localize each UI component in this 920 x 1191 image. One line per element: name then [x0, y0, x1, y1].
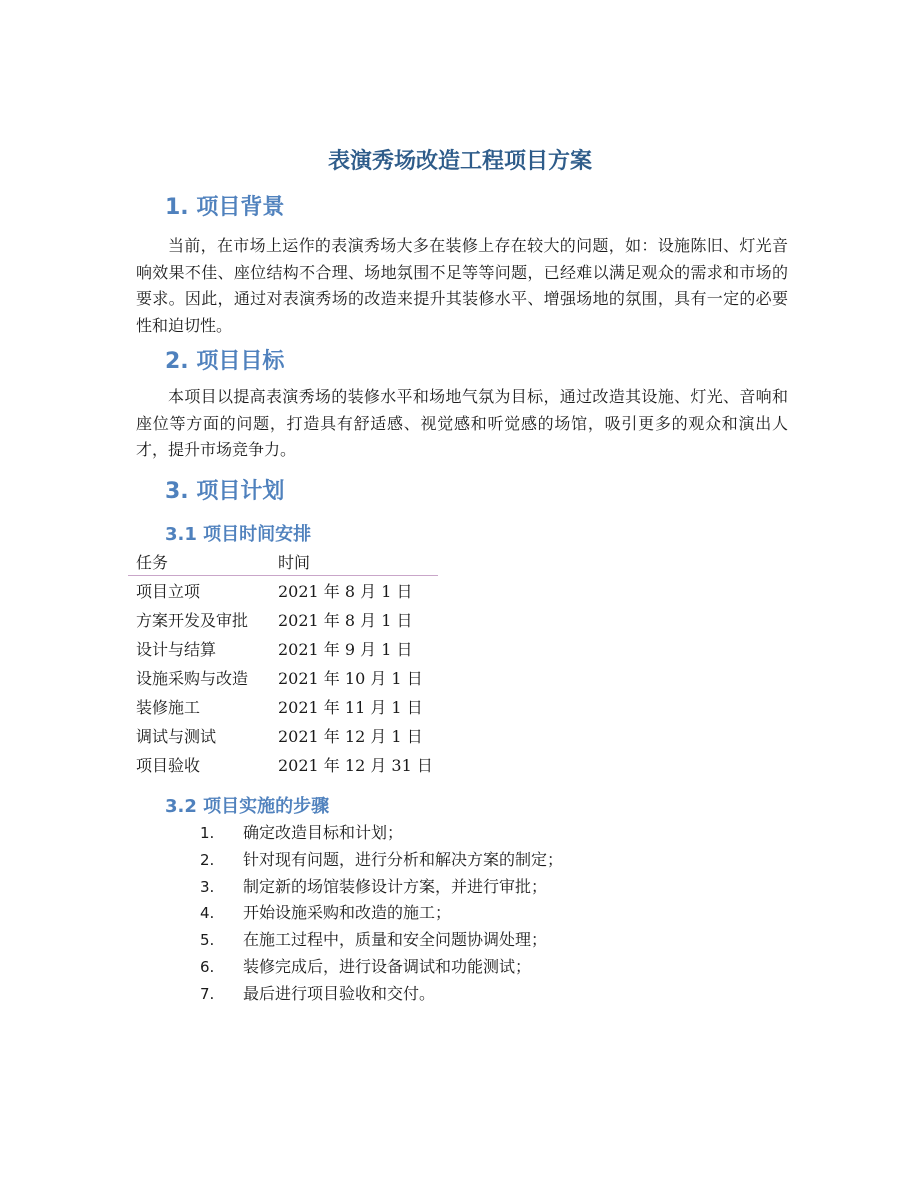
list-item: [200, 927, 563, 954]
step-text: 确定改造目标和计划；: [243, 823, 404, 842]
section-heading-background: 1. 项目背景: [165, 195, 285, 220]
table-row: [128, 692, 438, 721]
date-cell: 2021 年 12 月 1 日: [278, 727, 423, 746]
step-number: 3.: [200, 877, 215, 896]
date-cell: 2021 年 12 月 31 日: [278, 756, 433, 775]
document-title: 表演秀场改造工程项目方案: [327, 149, 592, 174]
list-item: [200, 820, 563, 847]
step-text: 制定新的场馆装修设计方案，并进行审批；: [243, 876, 548, 896]
table-row: [128, 605, 438, 634]
subsection-heading-steps: 3.2 项目实施的步骤: [165, 796, 330, 817]
list-item: [200, 874, 563, 901]
step-number: 4.: [200, 904, 215, 923]
table-header-task: 任务: [128, 547, 270, 576]
table-row: [128, 634, 438, 663]
subsection-heading-schedule: 3.1 项目时间安排: [165, 524, 312, 545]
background-paragraph: 当前，在市场上运作的表演秀场大多在装修上存在较大的问题，如：设施陈旧、灯光音响效果不佳、座位结构不合理、场地氛围不足等等问题，已经难以满足观众的需求和市场的要求。因此，通过对表演秀场的改造来提升其装修水平、增强场地的氛围，具有一定的必要性和迫切性。: [136, 236, 788, 335]
step-number: 1.: [200, 824, 215, 842]
table-header-row: [128, 547, 438, 576]
table-row: [128, 750, 438, 779]
goal-paragraph: 本项目以提高表演秀场的装修水平和场地气氛为目标，通过改造其设施、灯光、音响和座位等方面的问题，打造具有舒适感、视觉感和听觉感的场馆，吸引更多的观众和演出人才，提升市场竞争力。: [136, 387, 788, 459]
step-text: 在施工过程中，质量和安全问题协调处理；: [243, 930, 548, 950]
task-cell: 设施采购与改造: [136, 669, 249, 688]
table-row: [128, 663, 438, 692]
steps-list: [200, 820, 563, 1008]
date-cell: 2021 年 9 月 1 日: [278, 640, 413, 659]
task-cell: 装修施工: [136, 698, 201, 717]
task-cell: 项目验收: [136, 756, 201, 775]
step-number: 7.: [200, 984, 215, 1003]
date-cell: 2021 年 8 月 1 日: [278, 582, 413, 601]
list-item: [200, 900, 563, 927]
table-header-time: 时间: [270, 547, 438, 576]
list-item: [200, 981, 563, 1008]
step-number: 5.: [200, 931, 215, 950]
table-row: [128, 721, 438, 750]
step-text: 最后进行项目验收和交付。: [243, 983, 436, 1003]
task-cell: 方案开发及审批: [136, 611, 249, 630]
task-cell: 项目立项: [136, 582, 201, 601]
schedule-table: [128, 547, 438, 779]
section-heading-plan: 3. 项目计划: [165, 479, 285, 504]
section-heading-goal: 2. 项目目标: [165, 349, 285, 374]
step-text: 针对现有问题，进行分析和解决方案的制定；: [243, 849, 564, 869]
task-cell: 调试与测试: [136, 727, 217, 746]
date-cell: 2021 年 10 月 1 日: [278, 669, 423, 688]
step-number: 6.: [200, 957, 215, 976]
task-cell: 设计与结算: [136, 640, 217, 659]
date-cell: 2021 年 8 月 1 日: [278, 611, 413, 630]
table-row: [128, 576, 438, 606]
list-item: [200, 954, 563, 981]
list-item: [200, 847, 563, 874]
step-text: 装修完成后，进行设备调试和功能测试；: [243, 956, 532, 976]
step-number: 2.: [200, 850, 215, 869]
date-cell: 2021 年 11 月 1 日: [278, 698, 423, 717]
step-text: 开始设施采购和改造的施工；: [243, 903, 452, 923]
